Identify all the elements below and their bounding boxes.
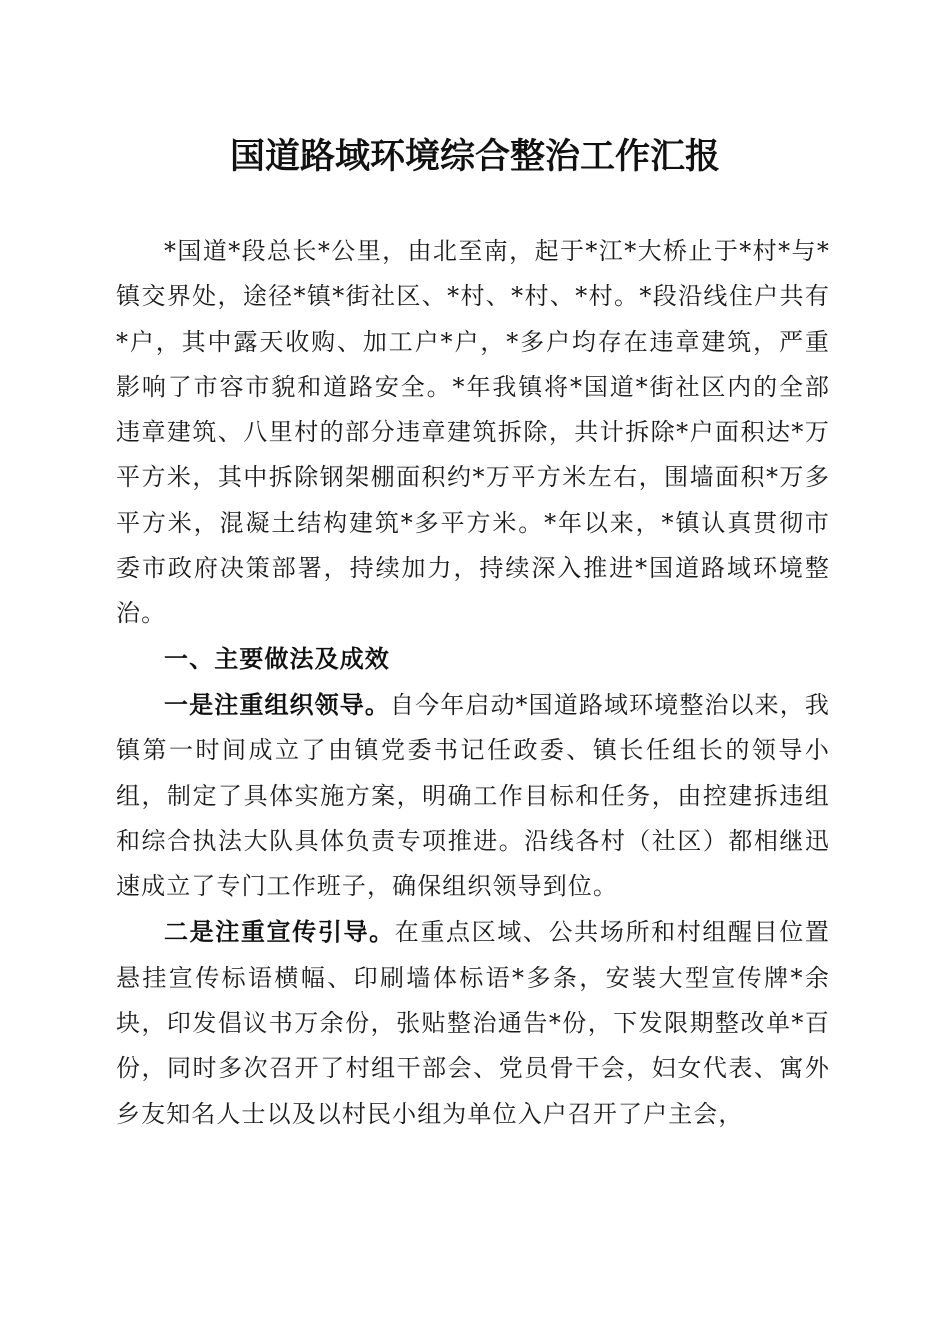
paragraph-text: 在重点区域、公共场所和村组醒目位置悬挂宣传标语横幅、印刷墙体标语*多条，安装大型宣传牌*余块，印发倡议书万余份，张贴整治通告*份，下发限期整改单*百份，同时多次召开了村组干部会、党员骨干会，妇女代表、寓外乡友知名人士以及以村民小组为单位入户召开了户主会， bbox=[116, 918, 831, 1128]
paragraph-organization bbox=[116, 682, 830, 909]
paragraph-lead: 二是注重宣传引导。 bbox=[164, 917, 395, 947]
document-title: 国道路域环境综合整治工作汇报 bbox=[229, 136, 720, 177]
paragraph-lead: 一是注重组织领导。 bbox=[164, 689, 390, 719]
paragraph-text: 自今年启动*国道路域环境整治以来，我镇第一时间成立了由镇党委书记任政委、镇长任组长的领导小组，制定了具体实施方案，明确工作目标和任务，由控建拆违组和综合执法大队具体负责专项推进。沿线各村（社区）都相继迅速成立了专门工作班子，确保组织领导到位。 bbox=[116, 690, 830, 901]
intro-paragraph: *国道*段总长*公里，由北至南，起于*江*大桥止于*村*与*镇交界处，途径*镇*街社区、*村、*村、*村。*段沿线住户共有*户，其中露天收购、加工户*户，*多户均存在违章建筑，严重影响了市容市貌和道路安全。*年我镇将*国道*街社区内的全部违章建筑、八里村的部分违章建筑拆除，共计拆除*户面积达*万平方米，其中拆除钢架棚面积约*万平方米左右，围墙面积*万多平方米，混凝土结构建筑*多平方米。*年以来，*镇认真贯彻市委市政府决策部署，持续加力，持续深入推进*国道路域环境整治。 bbox=[116, 237, 830, 628]
section-heading: 一、主要做法及成效 bbox=[164, 644, 390, 673]
paragraph-publicity bbox=[116, 909, 830, 1136]
document-body bbox=[116, 229, 830, 1137]
